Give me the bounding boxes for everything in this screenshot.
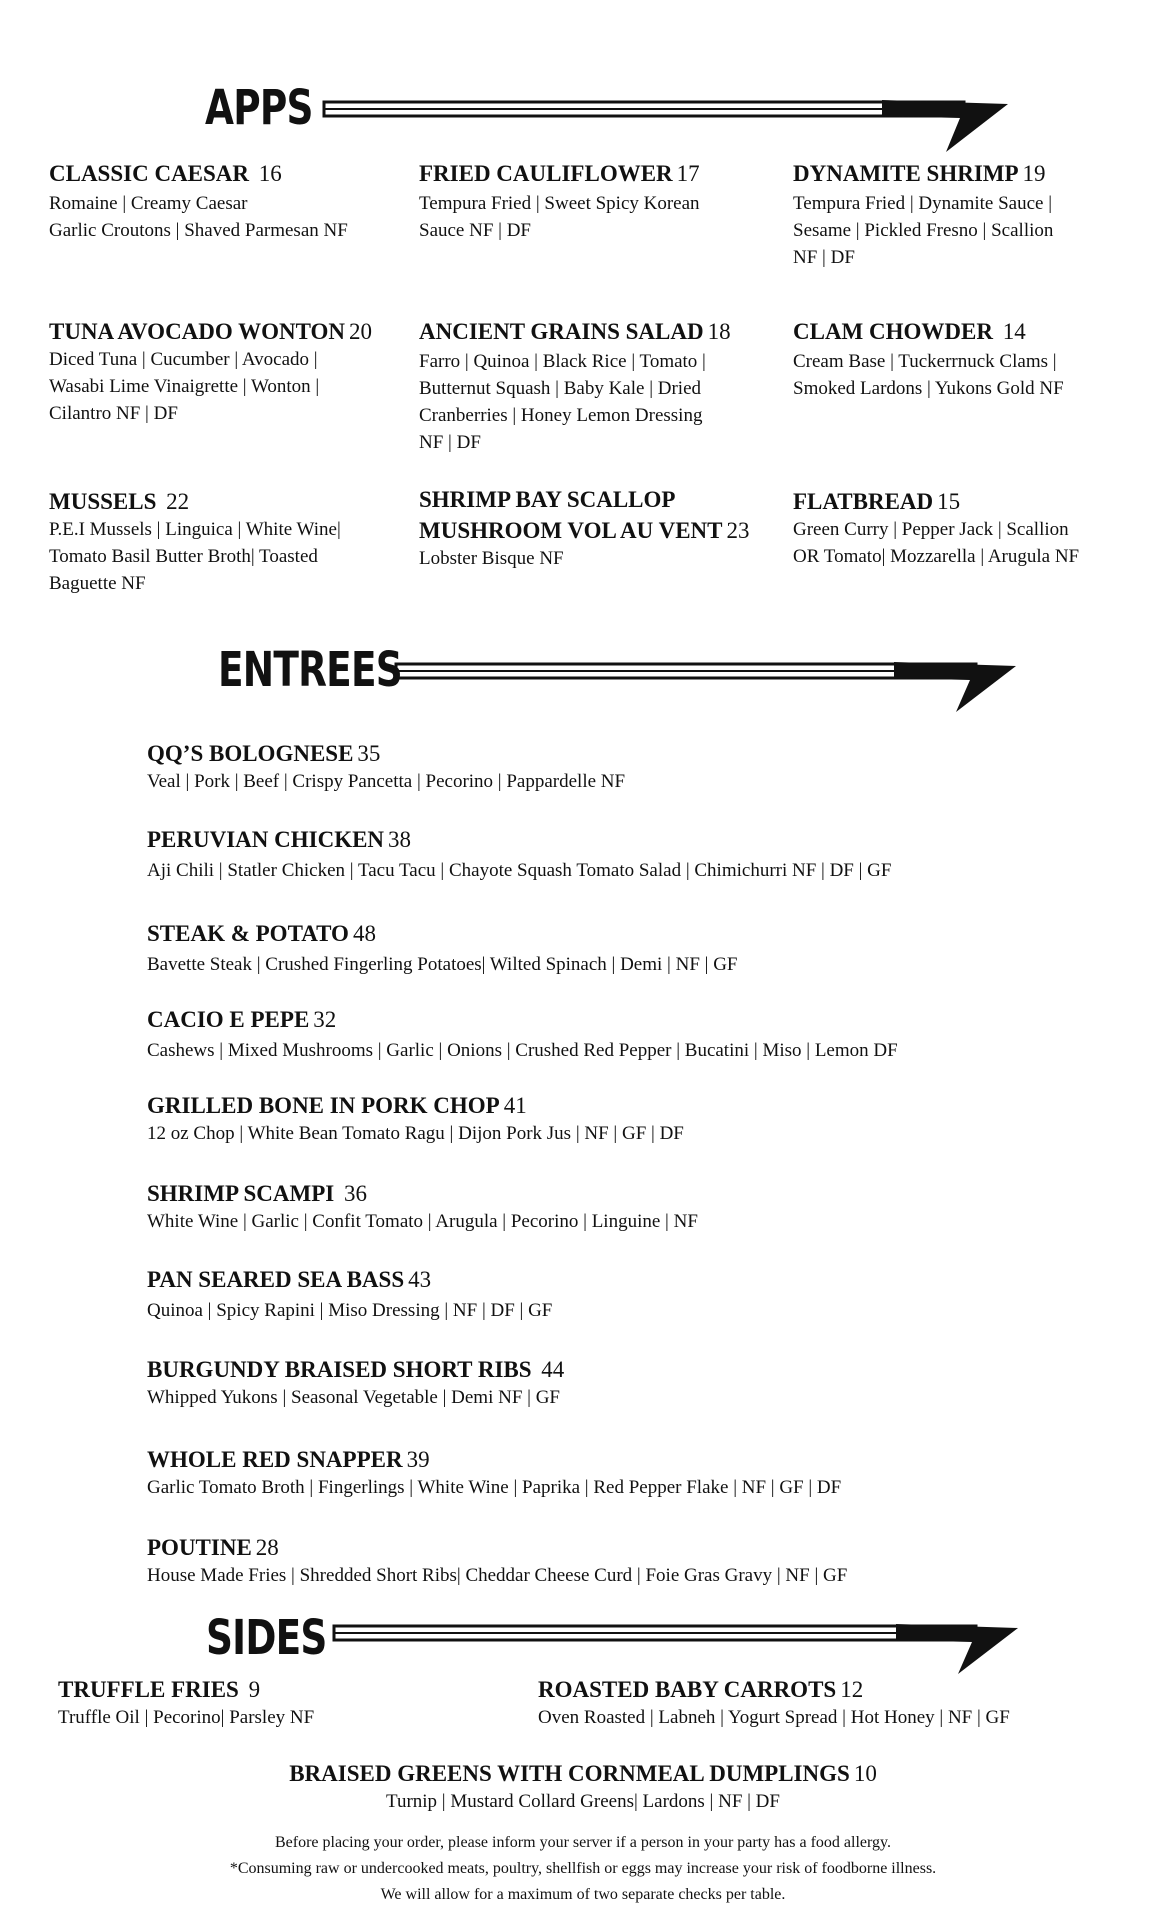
item-name: PAN SEARED SEA BASS: [147, 1267, 405, 1292]
item-name: GRILLED BONE IN PORK CHOP: [147, 1093, 500, 1118]
item-price: 38: [388, 827, 412, 852]
item-name: PERUVIAN CHICKEN: [147, 827, 385, 852]
item-desc: Romaine | Creamy Caesar: [49, 193, 248, 214]
item-desc: Cilantro NF | DF: [49, 403, 178, 424]
item-desc: Garlic Tomato Broth | Fingerlings | White Wine | Paprika | Red Pepper Flake | NF | GF | DF: [147, 1477, 842, 1498]
item-desc: 12 oz Chop | White Bean Tomato Ragu | Dijon Pork Jus | NF | GF | DF: [147, 1123, 684, 1144]
item-desc: Tempura Fried | Sweet Spicy Korean: [419, 193, 700, 214]
footer-line: We will allow for a maximum of two separate checks per table.: [380, 1886, 786, 1903]
menu-item: [49, 318, 409, 427]
item-price: 36: [343, 1181, 367, 1206]
item-price: 35: [357, 741, 381, 766]
item-desc: Tempura Fried | Dynamite Sauce |: [793, 193, 1053, 214]
item-price: 14: [1002, 319, 1026, 344]
item-price: 22: [166, 489, 190, 514]
item-price: 32: [313, 1007, 337, 1032]
item-desc: Sauce NF | DF: [419, 220, 531, 241]
item-price: 23: [726, 518, 750, 543]
item-desc: Wasabi Lime Vinaigrette | Wonton |: [49, 376, 320, 397]
item-desc: Veal | Pork | Beef | Crispy Pancetta | Pecorino | Pappardelle NF: [147, 771, 626, 792]
arrow-icon: [394, 656, 1020, 718]
item-desc: Oven Roasted | Labneh | Yogurt Spread | Hot Honey | NF | GF: [538, 1707, 1010, 1728]
menu-item: [147, 1180, 1097, 1235]
item-price: 15: [937, 489, 961, 514]
menu-item: [147, 1356, 1097, 1411]
item-name: BURGUNDY BRAISED SHORT RIBS: [147, 1357, 532, 1382]
item-name: STEAK & POTATO: [147, 921, 349, 946]
item-price: 12: [840, 1677, 864, 1702]
item-price: 44: [541, 1357, 565, 1382]
menu-item: [793, 160, 1153, 271]
item-desc: Farro | Quinoa | Black Rice | Tomato |: [419, 351, 706, 372]
item-desc: Lobster Bisque NF: [419, 548, 564, 569]
item-price: 28: [255, 1535, 279, 1560]
item-desc: Bavette Steak | Crushed Fingerling Potatoes| Wilted Spinach | Demi | NF | GF: [147, 954, 738, 975]
item-name: CLASSIC CAESAR: [49, 161, 250, 186]
item-desc: NF | DF: [419, 432, 481, 453]
item-name: SHRIMP SCAMPI: [147, 1181, 335, 1206]
menu-item: [793, 318, 1153, 402]
section-title-entrees: ENTREES: [218, 642, 402, 698]
item-desc: Cream Base | Tuckerrnuck Clams |: [793, 351, 1057, 372]
item-name: ANCIENT GRAINS SALAD: [419, 319, 704, 344]
item-desc: Turnip | Mustard Collard Greens| Lardons | NF | DF: [386, 1791, 780, 1812]
item-name: SHRIMP BAY SCALLOP: [419, 487, 676, 512]
item-desc: Diced Tuna | Cucumber | Avocado |: [49, 349, 318, 370]
item-desc: White Wine | Garlic | Confit Tomato | Arugula | Pecorino | Linguine | NF: [147, 1211, 698, 1232]
menu-item: [419, 160, 779, 244]
section-title-apps: APPS: [205, 80, 313, 136]
item-price: 16: [258, 161, 282, 186]
item-name: FLATBREAD: [793, 489, 934, 514]
menu-item: [147, 1006, 1097, 1064]
footer-line: *Consuming raw or undercooked meats, poultry, shellfish or eggs may increase your risk of foodborne illness.: [229, 1860, 937, 1877]
item-desc: P.E.I Mussels | Linguica | White Wine|: [49, 519, 341, 540]
item-desc: Sesame | Pickled Fresno | Scallion: [793, 220, 1054, 241]
menu-item: [147, 740, 1097, 795]
item-price: 43: [408, 1267, 432, 1292]
item-name: FRIED CAULIFLOWER: [419, 161, 673, 186]
item-desc: Truffle Oil | Pecorino| Parsley NF: [58, 1707, 315, 1728]
item-desc: Garlic Croutons | Shaved Parmesan NF: [49, 220, 348, 241]
item-desc: Butternut Squash | Baby Kale | Dried: [419, 378, 702, 399]
item-price: 18: [707, 319, 731, 344]
item-price: 39: [406, 1447, 430, 1472]
item-desc: NF | DF: [793, 247, 855, 268]
footer-notice: [0, 1830, 1166, 1908]
menu-item: [58, 1676, 314, 1731]
menu-item: [147, 1534, 1097, 1589]
item-name: DYNAMITE SHRIMP: [793, 161, 1019, 186]
item-name: ROASTED BABY CARROTS: [538, 1677, 837, 1702]
item-desc: Baguette NF: [49, 573, 146, 594]
item-name: TUNA AVOCADO WONTON: [49, 319, 346, 344]
item-name: MUSSELS: [49, 489, 157, 514]
item-name: TRUFFLE FRIES: [58, 1677, 239, 1702]
item-desc: Cashews | Mixed Mushrooms | Garlic | Onions | Crushed Red Pepper | Bucatini | Miso | Lemon DF: [147, 1040, 898, 1061]
item-desc: Tomato Basil Butter Broth| Toasted: [49, 546, 318, 567]
menu-item: [419, 318, 779, 456]
section-title-sides: SIDES: [206, 1610, 327, 1666]
menu-item: [49, 160, 409, 244]
arrow-icon: [322, 94, 1012, 160]
menu-item: [147, 920, 1097, 978]
menu-item: [419, 486, 779, 572]
item-desc: Quinoa | Spicy Rapini | Miso Dressing | NF | DF | GF: [147, 1300, 553, 1321]
item-desc: OR Tomato| Mozzarella | Arugula NF: [793, 546, 1080, 567]
item-name: MUSHROOM VOL AU VENT: [419, 518, 723, 543]
item-name: WHOLE RED SNAPPER: [147, 1447, 403, 1472]
item-price: 48: [352, 921, 376, 946]
item-desc: House Made Fries | Shredded Short Ribs| Cheddar Cheese Curd | Foie Gras Gravy | NF | GF: [147, 1565, 848, 1586]
menu-item: [147, 826, 1097, 884]
arrow-icon: [332, 1618, 1022, 1678]
menu-item: [147, 1446, 1097, 1501]
menu-item: [147, 1092, 1097, 1147]
item-price: 10: [853, 1761, 877, 1786]
item-name: POUTINE: [147, 1535, 252, 1560]
menu-item: [793, 488, 1153, 570]
menu-item: [0, 1760, 1166, 1815]
item-price: 19: [1022, 161, 1046, 186]
menu-item: [49, 488, 409, 597]
item-price: 20: [349, 319, 373, 344]
item-desc: Aji Chili | Statler Chicken | Tacu Tacu | Chayote Squash Tomato Salad | Chimichurri NF | DF | GF: [147, 860, 892, 881]
item-desc: Whipped Yukons | Seasonal Vegetable | Demi NF | GF: [147, 1387, 560, 1408]
item-price: 17: [676, 161, 700, 186]
item-name: CLAM CHOWDER: [793, 319, 993, 344]
item-price: 41: [503, 1093, 527, 1118]
item-price: 9: [248, 1677, 261, 1702]
item-desc: Cranberries | Honey Lemon Dressing: [419, 405, 703, 426]
item-name: CACIO E PEPE: [147, 1007, 310, 1032]
menu-item: [538, 1676, 1010, 1731]
item-desc: Green Curry | Pepper Jack | Scallion: [793, 519, 1069, 540]
menu-item: [147, 1266, 1097, 1324]
footer-line: Before placing your order, please inform your server if a person in your party has a food allergy.: [274, 1834, 892, 1851]
item-name: BRAISED GREENS WITH CORNMEAL DUMPLINGS: [289, 1761, 850, 1786]
item-desc: Smoked Lardons | Yukons Gold NF: [793, 378, 1064, 399]
item-name: QQ’S BOLOGNESE: [147, 741, 354, 766]
